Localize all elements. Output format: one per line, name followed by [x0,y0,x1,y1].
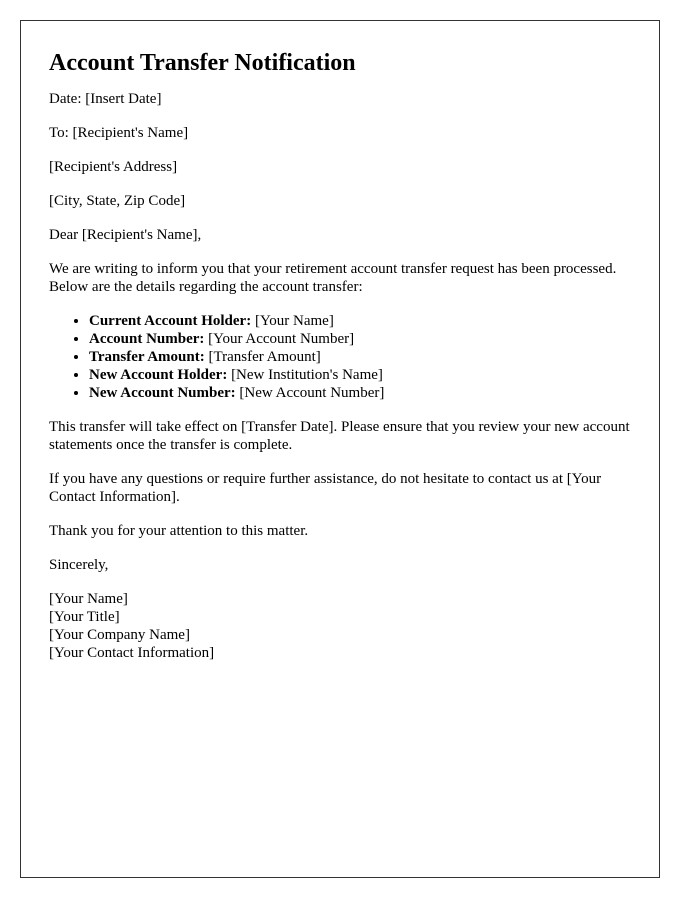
detail-item-new-holder [89,366,631,384]
detail-label: New Account Holder: [89,367,228,383]
detail-value: [New Account Number] [235,385,385,401]
detail-item-new-account-number [89,384,631,402]
effect-paragraph: This transfer will take effect on [Transfer Date]. Please ensure that you review your new account statements once the transfer is complete. [49,419,630,453]
recipient-address: [Recipient's Address] [49,159,178,175]
salutation: Dear [Recipient's Name], [49,227,202,243]
detail-label: Account Number: [89,331,205,347]
detail-label: Current Account Holder: [89,313,252,329]
letter-container [20,20,660,878]
date-line: Date: [Insert Date] [49,91,162,107]
detail-label: New Account Number: [89,385,236,401]
signature-contact: [Your Contact Information] [49,645,215,661]
detail-item-account-number [89,330,631,348]
detail-value: [Your Name] [251,313,334,329]
detail-value: [Your Account Number] [204,331,355,347]
questions-paragraph: If you have any questions or require further assistance, do not hesitate to contact us at [Your Contact Information]. [49,471,602,505]
letter-title: Account Transfer Notification [49,50,356,76]
intro-paragraph: We are writing to inform you that your retirement account transfer request has been processed. Below are the details regarding the account transfer: [49,261,617,295]
signature-title: [Your Title] [49,609,120,625]
signature-company: [Your Company Name] [49,627,190,643]
recipient-city: [City, State, Zip Code] [49,193,186,209]
detail-item-transfer-amount [89,348,631,366]
detail-item-current-holder [89,312,631,330]
detail-value: [Transfer Amount] [204,349,321,365]
recipient-line: To: [Recipient's Name] [49,125,189,141]
detail-label: Transfer Amount: [89,349,205,365]
detail-value: [New Institution's Name] [227,367,383,383]
transfer-details-list [49,312,631,402]
signature-name: [Your Name] [49,591,128,607]
thanks-paragraph: Thank you for your attention to this matter. [49,523,309,539]
signature-block [49,590,631,662]
closing-line: Sincerely, [49,557,109,573]
